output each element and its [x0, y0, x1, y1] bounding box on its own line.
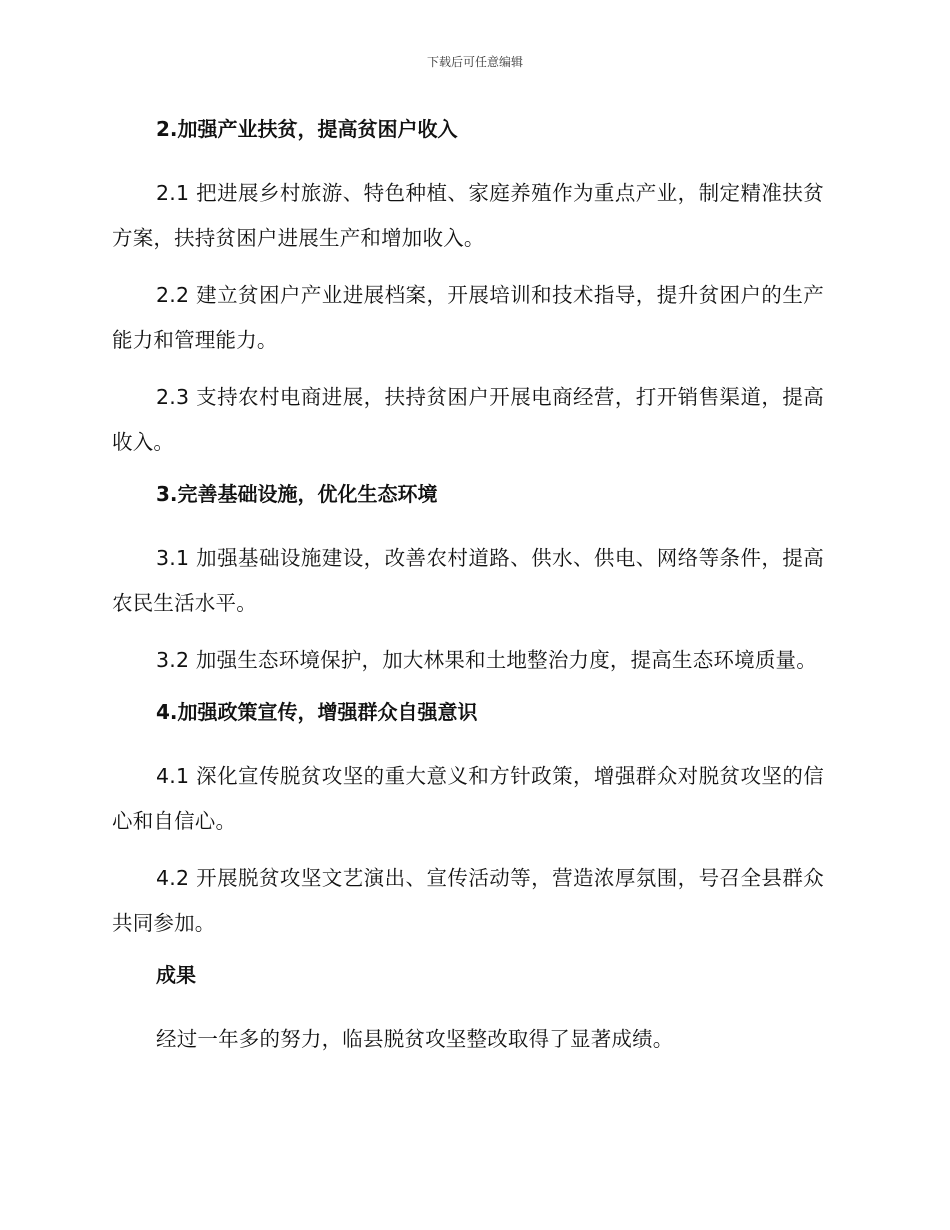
section-industry-poverty-alleviation [112, 112, 824, 477]
paragraph: 3.2 加强生态环境保护，加大林果和土地整治力度，提高生态环境质量。 [156, 648, 817, 672]
section-heading: 3.完善基础设施，优化生态环境 [156, 482, 438, 506]
page-header-note: 下载后可任意编辑 [426, 55, 523, 69]
section-heading: 成果 [156, 963, 196, 987]
section-policy-publicity [112, 695, 824, 958]
paragraph: 3.1 加强基础设施建设，改善农村道路、供水、供电、网络等条件，提高农民生活水平。 [112, 546, 824, 615]
section-results [112, 958, 824, 1062]
paragraph: 2.2 建立贫困户产业进展档案，开展培训和技术指导，提升贫困户的生产能力和管理能力。 [112, 283, 824, 352]
paragraph: 4.2 开展脱贫攻坚文艺演出、宣传活动等，营造浓厚氛围，号召全县群众共同参加。 [112, 866, 824, 935]
paragraph: 2.1 把进展乡村旅游、特色种植、家庭养殖作为重点产业，制定精准扶贫方案，扶持贫困户进展生产和增加收入。 [112, 181, 824, 250]
section-heading: 2.加强产业扶贫，提高贫困户收入 [156, 117, 458, 141]
section-heading: 4.加强政策宣传，增强群众自强意识 [156, 700, 478, 724]
document-body [112, 112, 824, 1062]
section-infrastructure-environment [112, 477, 824, 695]
paragraph: 经过一年多的努力，临县脱贫攻坚整改取得了显著成绩。 [156, 1027, 674, 1051]
paragraph: 4.1 深化宣传脱贫攻坚的重大意义和方针政策，增强群众对脱贫攻坚的信心和自信心。 [112, 764, 824, 833]
paragraph: 2.3 支持农村电商进展，扶持贫困户开展电商经营，打开销售渠道，提高收入。 [112, 385, 824, 454]
